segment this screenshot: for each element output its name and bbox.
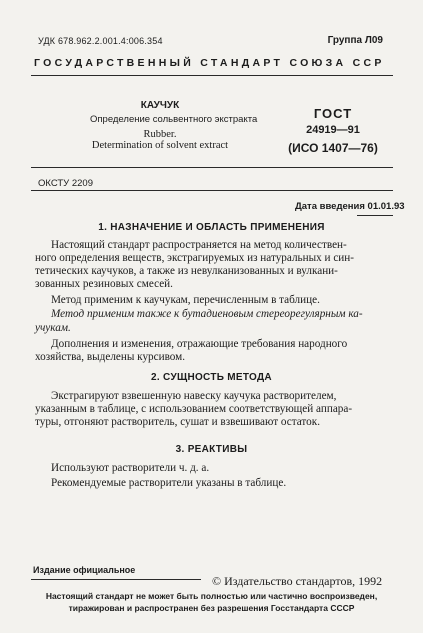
okstu-code: ОКСТУ 2209 [38,178,93,189]
reproduction-notice-line-2: тиражирован и распространен без разрешения Госстандарта СССР [68,603,355,613]
official-edition-label: Издание официальное [33,565,136,575]
title-en: Rubber. [143,129,177,140]
gost-label: ГОСТ [313,106,353,121]
section-2-title: 2. СУЩНОСТЬ МЕТОДА [151,372,272,383]
gost-number: 24919—91 [306,124,360,136]
s1-p2: Метод применим к каучукам, перечисленным в таблице. [51,294,320,306]
reproduction-notice-line-1: Настоящий стандарт не может быть полностью или частично воспроизведен, [45,591,378,601]
copyright-line: © Издательство стандартов, 1992 [212,574,383,588]
s2-p1-line-2: указанным в таблице, с использованием соответствующей аппара- [35,403,353,415]
s1-p3-line-1: Метод применим также к бутадиеновым стереорегулярным ка- [51,308,363,320]
iso-reference: (ИСО 1407—76) [288,141,378,155]
footer-rule [31,579,201,580]
title-rule [31,167,393,168]
okstu-rule [31,190,393,191]
s1-p3-line-2: учукам. [35,322,71,334]
udk-code: УДК 678.962.2.001.4:006.354 [38,36,163,46]
s3-p2: Рекомендуемые растворители указаны в таблице. [51,477,287,489]
subtitle-ru: Определение сольвентного экстракта [90,114,258,125]
title-ru: КАУЧУК [140,100,180,111]
s1-p4-line-1: Дополнения и изменения, отражающие требования народного [51,338,348,350]
subtitle-en: Determination of solvent extract [91,140,229,151]
s1-p1-line-4: зованных резиновых смесей. [35,278,173,290]
date-value: 01.01.93 [367,201,405,212]
introduction-date [295,201,405,212]
section-3-title: 3. РЕАКТИВЫ [175,444,248,455]
header-rule [31,75,393,76]
s2-p1-line-1: Экстрагируют взвешенную навеску каучука растворителем, [51,390,337,402]
date-label: Дата введения [295,201,365,212]
s1-p4-line-2: хозяйства, выделены курсивом. [35,351,186,363]
date-underline [357,215,393,216]
s1-p1-line-2: ного определения веществ, экстрагируемых из натуральных и син- [35,252,354,264]
state-standard-banner: ГОСУДАРСТВЕННЫЙ СТАНДАРТ СОЮЗА ССР [34,57,385,69]
s2-p1-line-3: туры, отгоняют растворитель, сушат и взвешивают остаток. [35,416,320,428]
section-1-title: 1. НАЗНАЧЕНИЕ И ОБЛАСТЬ ПРИМЕНЕНИЯ [98,222,325,233]
s1-p1-line-3: тетических каучуков, а также из невулканизованных и вулкани- [35,265,338,277]
s3-p1: Используют растворители ч. д. а. [51,462,210,474]
group-code: Группа Л09 [327,35,383,46]
s1-p1-line-1: Настоящий стандарт распространяется на метод количествен- [51,239,347,251]
